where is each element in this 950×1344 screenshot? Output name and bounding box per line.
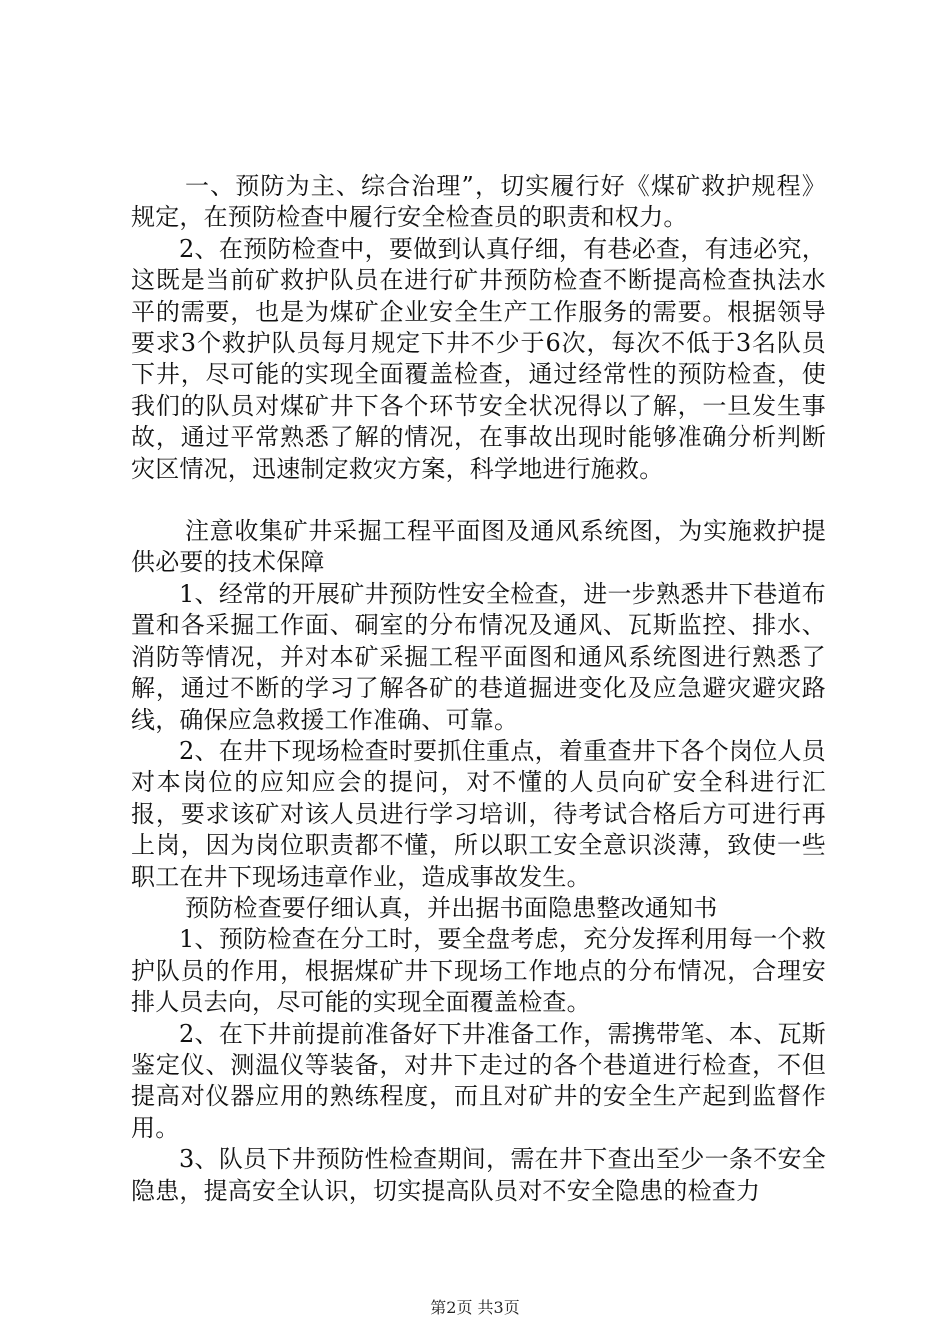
section-heading-written-notice: 预防检查要仔细认真，并出据书面隐患整改通知书 xyxy=(185,893,718,922)
paragraph-onsite-key-points: 2、在井下现场检查时要抓住重点，着重查井下各个岗位人员对本岗位的应知应会的提问，对不懂的人员向矿安全科进行汇报，要求该矿对该人员进行学习培训，待考试合格后方可进行再上岗，因为岗位职责都不懂，所以职工安全意识淡薄，致使一些职工在井下现场违章作业，造成事故发生。 xyxy=(131,736,826,891)
paragraph-prevention-principle: 一、预防为主、综合治理”，切实履行好《煤矿救护规程》规定，在预防检查中履行安全检查员的职责和权力。 xyxy=(131,172,826,232)
paragraph-inspection-requirements: 2、在预防检查中，要做到认真仔细，有巷必查，有违必究，这既是当前矿救护队员在进行矿井预防检查不断提高检查执法水平的需要，也是为煤矿企业安全生产工作服务的需要。根据领导要求3个救护队员每月规定下井不少于6次，每次不低于3名队员下井，尽可能的实现全面覆盖检查，通过经常性的预防检查，使我们的队员对煤矿井下各个环节安全状况得以了解，一旦发生事故，通过平常熟悉了解的情况，在事故出现时能够准确分析判断灾区情况，迅速制定救灾方案，科学地进行施救。 xyxy=(131,234,826,483)
paragraph-hazard-finding: 3、队员下井预防性检查期间，需在井下查出至少一条不安全隐患，提高安全认识，切实提高队员对不安全隐患的检查力 xyxy=(131,1145,826,1205)
paragraph-regular-inspection: 1、经常的开展矿井预防性安全检查，进一步熟悉井下巷道布置和各采掘工作面、硐室的分布情况及通风、瓦斯监控、排水、消防等情况，并对本矿采掘工程平面图和通风系统图进行熟悉了解，通过不断的学习了解各矿的巷道掘进变化及应急避灾避灾路线，确保应急救援工作准确、可靠。 xyxy=(131,579,826,734)
page-footer: 第2页 共3页 xyxy=(430,1298,520,1317)
section-heading-map-collection: 注意收集矿井采掘工程平面图及通风系统图，为实施救护提供必要的技术保障 xyxy=(131,517,826,577)
document-body xyxy=(131,171,826,1207)
paragraph-equipment-preparation: 2、在下井前提前准备好下井准备工作，需携带笔、本、瓦斯鉴定仪、测温仪等装备，对井下走过的各个巷道进行检查，不但提高对仪器应用的熟练程度，而且对矿井的安全生产起到监督作用。 xyxy=(131,1019,826,1142)
paragraph-task-division: 1、预防检查在分工时，要全盘考虑，充分发挥利用每一个救护队员的作用，根据煤矿井下现场工作地点的分布情况，合理安排人员去向，尽可能的实现全面覆盖检查。 xyxy=(131,925,826,1017)
